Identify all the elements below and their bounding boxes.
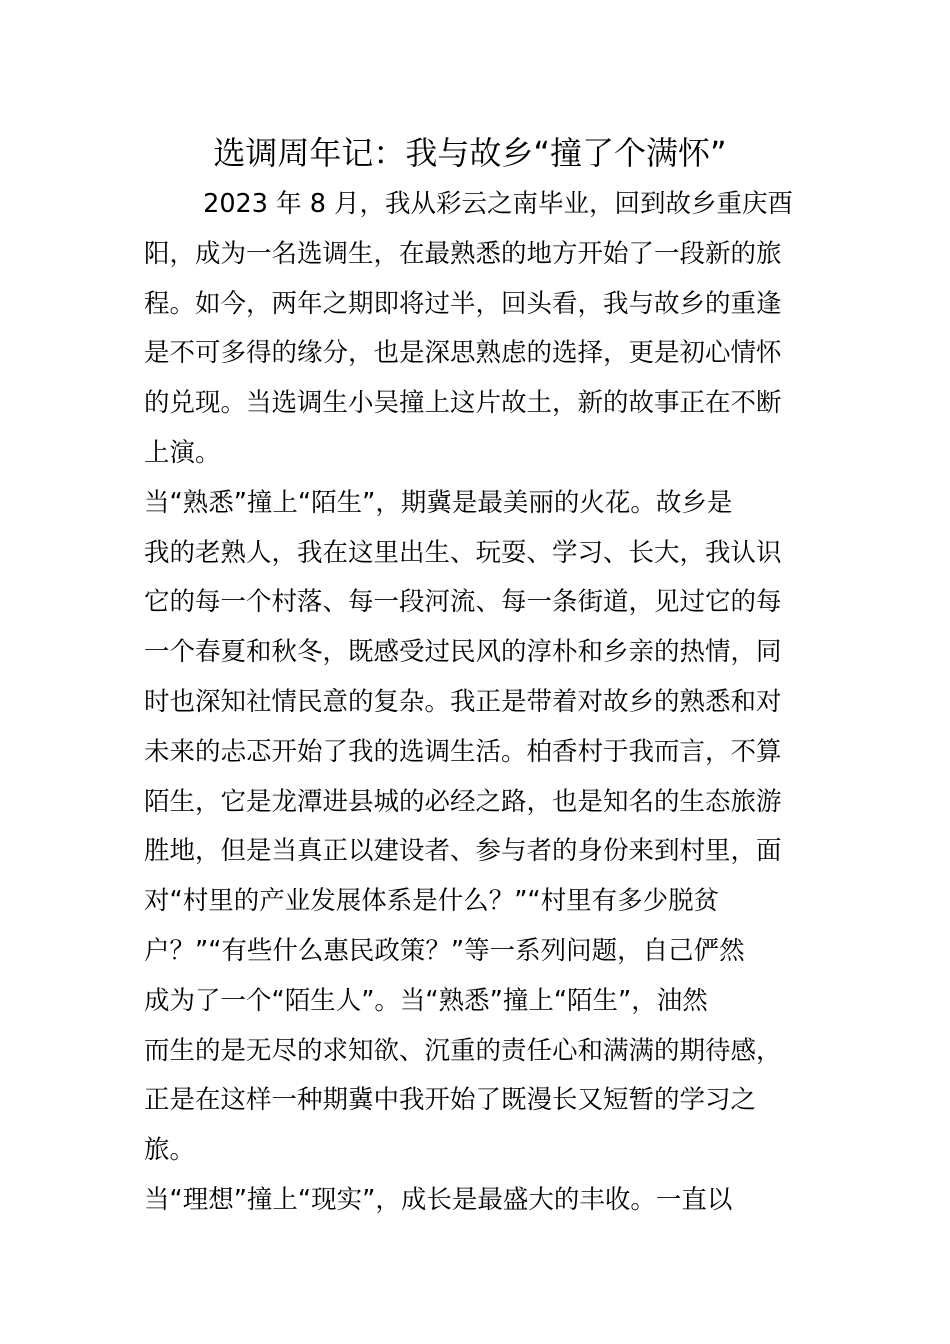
paragraph-line: 未来的忐忑开始了我的选调生活。柏香村于我而言，不算 — [144, 736, 782, 767]
paragraph-line: 成为了一个“陌生人”。当“熟悉”撞上“陌生”，油然 — [144, 985, 708, 1016]
paragraph-line: 陌生，它是龙潭进县城的必经之路，也是知名的生态旅游 — [144, 786, 782, 817]
paragraph-line: 时也深知社情民意的复杂。我正是带着对故乡的熟悉和对 — [144, 686, 782, 717]
paragraph-line: 正是在这样一种期冀中我开始了既漫长又短暂的学习之 — [144, 1085, 757, 1116]
paragraph-line: 胜地，但是当真正以建设者、参与者的身份来到村里，面 — [144, 836, 782, 867]
paragraph-line: 而生的是无尽的求知欲、沉重的责任心和满满的期待感， — [144, 1035, 782, 1066]
paragraph-line: 上演。 — [144, 437, 221, 468]
paragraph-line: 户？”“有些什么惠民政策？”等一系列问题，自己俨然 — [144, 935, 745, 966]
document-title: 选调周年记：我与故乡“撞了个满怀” — [213, 134, 727, 172]
paragraph-line: 一个春夏和秋冬，既感受过民风的淳朴和乡亲的热情，同 — [144, 637, 782, 668]
paragraph-line: 2023 年 8 月，我从彩云之南毕业，回到故乡重庆酉 — [144, 189, 794, 219]
paragraph-line: 是不可多得的缘分，也是深思熟虑的选择，更是初心情怀 — [144, 338, 782, 369]
paragraph-line: 旅。 — [144, 1135, 196, 1166]
paragraph-line: 程。如今，两年之期即将过半，回头看，我与故乡的重逢 — [144, 288, 782, 319]
paragraph-line: 它的每一个村落、每一段河流、每一条街道，见过它的每 — [144, 587, 782, 618]
paragraph-line: 当“熟悉”撞上“陌生”，期冀是最美丽的火花。故乡是 — [144, 487, 733, 518]
paragraph-line: 当“理想”撞上“现实”，成长是最盛大的丰收。一直以 — [144, 1184, 733, 1215]
paragraph-line: 阳，成为一名选调生，在最熟悉的地方开始了一段新的旅 — [144, 238, 782, 269]
paragraph-line: 的兑现。当选调生小吴撞上这片故土，新的故事正在不断 — [144, 388, 782, 419]
paragraph-line: 我的老熟人，我在这里出生、玩耍、学习、长大，我认识 — [144, 537, 782, 568]
paragraph-line: 对“村里的产业发展体系是什么？”“村里有多少脱贫 — [144, 886, 720, 917]
document-body — [144, 180, 809, 1226]
